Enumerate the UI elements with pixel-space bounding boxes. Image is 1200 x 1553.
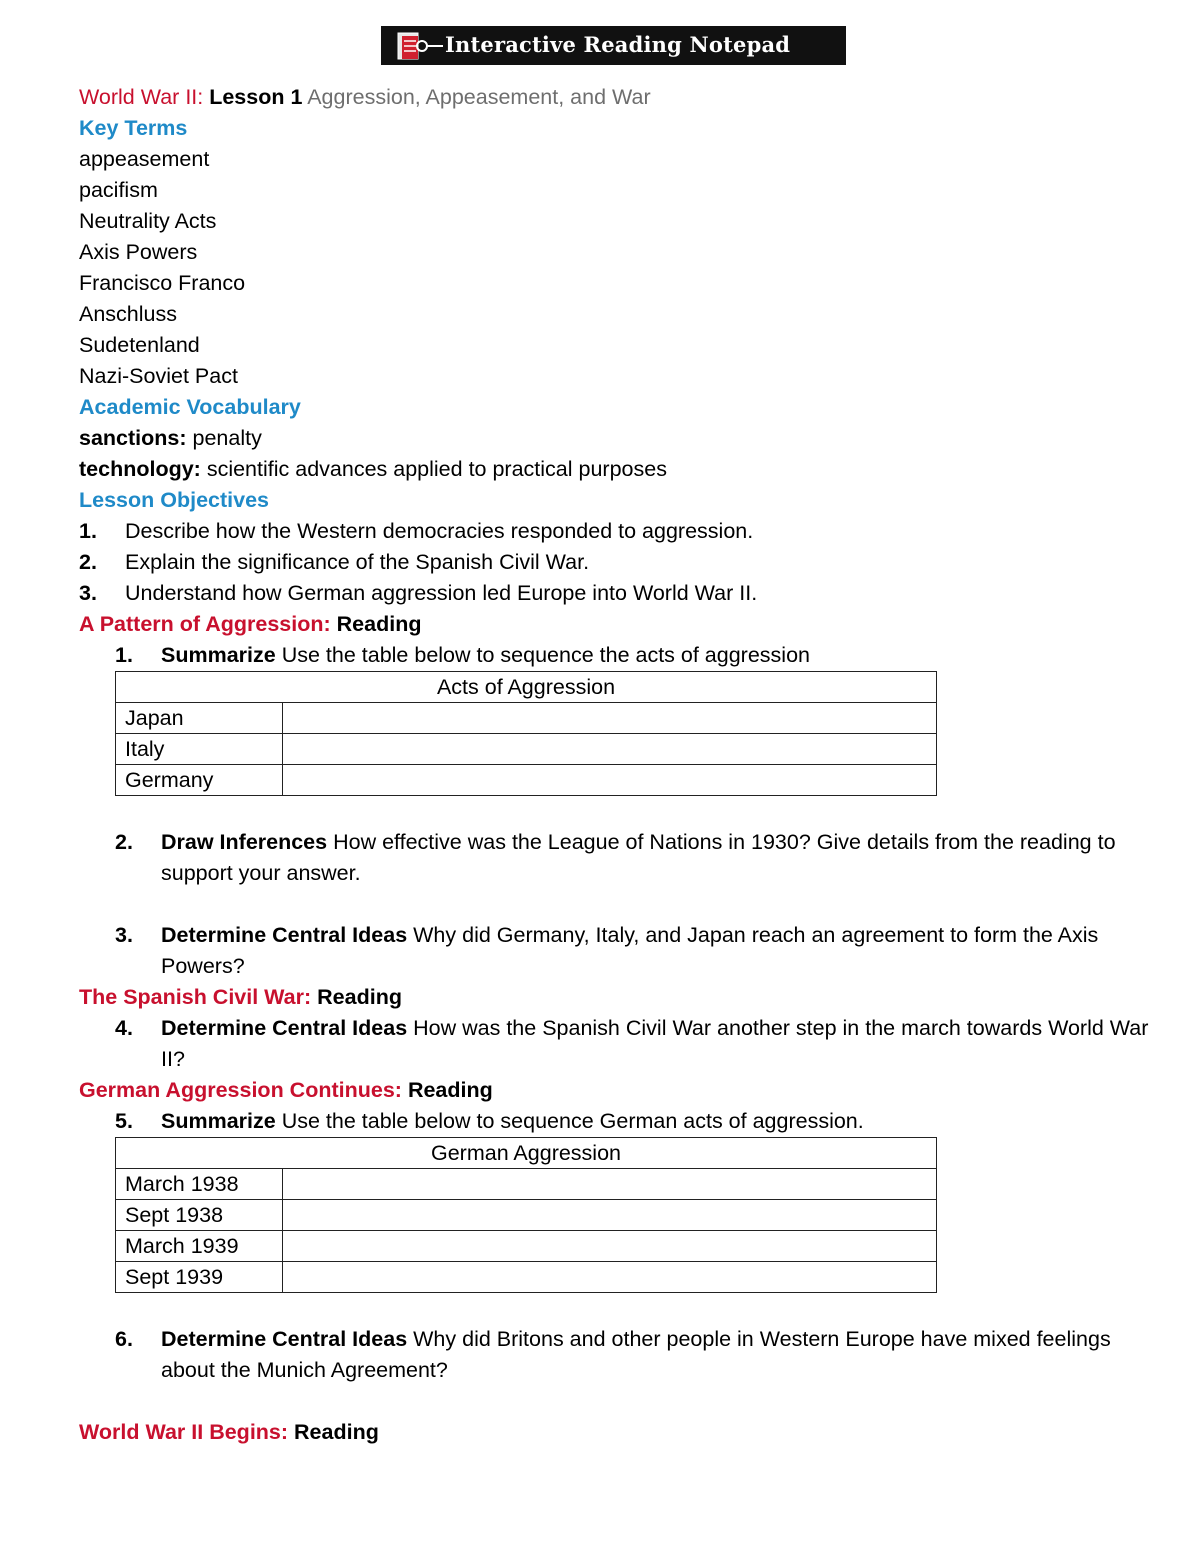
key-term: Francisco Franco [79,271,246,295]
question-number: 5. [115,1109,133,1133]
question-3 [79,920,1159,982]
section-heading-german [79,1075,1159,1106]
section-label: Reading [407,1078,493,1102]
question-5 [79,1106,1159,1137]
row-label: March 1939 [116,1231,283,1262]
key-term: pacifism [79,178,158,202]
acts-of-aggression-table [115,671,937,796]
row-label: March 1938 [116,1169,283,1200]
question-skill: Determine Central Ideas [161,1327,408,1351]
table-row [116,1169,937,1200]
question-number: 6. [115,1327,133,1351]
question-4 [79,1013,1159,1075]
section-heading-begins [79,1417,1159,1448]
vocab-definition: penalty [192,426,262,450]
key-term: Axis Powers [79,240,198,264]
section-label: Reading [336,612,422,636]
table-header: German Aggression [116,1138,937,1169]
section-label: Reading [294,1420,379,1444]
answer-cell[interactable] [283,765,937,796]
row-label: Sept 1938 [116,1200,283,1231]
vocab-definition: scientific advances applied to practical purposes [206,457,667,481]
objective-number: 1. [79,519,97,543]
table-row [116,703,937,734]
question-6 [79,1324,1159,1386]
notepad-icon [389,30,443,61]
lesson-objectives-heading: Lesson Objectives [79,488,269,512]
section-heading-pattern [79,609,1159,640]
question-number: 3. [115,923,133,947]
section-title: A Pattern of Aggression: [79,612,331,636]
section-title: German Aggression Continues: [79,1078,402,1102]
row-label: Sept 1939 [116,1262,283,1293]
table-row [116,765,937,796]
row-label: Italy [116,734,283,765]
objective-number: 3. [79,581,97,605]
question-skill: Determine Central Ideas [161,923,408,947]
vocab-item [79,423,1159,454]
academic-vocabulary-heading: Academic Vocabulary [79,395,301,419]
question-skill: Draw Inferences [161,830,328,854]
question-number: 4. [115,1016,133,1040]
lesson-label: Lesson 1 [209,85,303,109]
german-aggression-table [115,1137,937,1293]
objective-text: Understand how German aggression led Europe into World War II. [125,581,758,605]
answer-cell[interactable] [283,1200,937,1231]
objective-item [79,578,1159,609]
objective-text: Explain the significance of the Spanish Civil War. [125,550,590,574]
key-term: Nazi-Soviet Pact [79,364,238,388]
question-skill: Determine Central Ideas [161,1016,408,1040]
row-label: Japan [116,703,283,734]
question-text: How effective was the League of Nations in 1930? Give details from the reading to support your answer. [161,830,1116,885]
table-row [116,1200,937,1231]
answer-cell[interactable] [283,1262,937,1293]
table-row [116,734,937,765]
unit-label: World War II: [79,85,204,109]
section-label: Reading [317,985,402,1009]
key-term: Neutrality Acts [79,209,217,233]
answer-cell[interactable] [283,1169,937,1200]
section-heading-spanish [79,982,1159,1013]
vocab-term: sanctions: [79,426,187,450]
section-title: World War II Begins: [79,1420,289,1444]
key-term: appeasement [79,147,210,171]
lesson-title: Aggression, Appeasement, and War [307,85,651,109]
banner-title: Interactive Reading Notepad [445,32,791,57]
objective-item [79,516,1159,547]
question-skill: Summarize [161,643,276,667]
question-1 [79,640,1159,671]
question-text: Use the table below to sequence German acts of aggression. [281,1109,864,1133]
key-term: Sudetenland [79,333,200,357]
key-term: Anschluss [79,302,177,326]
question-text: How was the Spanish Civil War another step in the march towards World War II? [161,1016,1149,1071]
key-terms-heading: Key Terms [79,116,188,140]
objective-text: Describe how the Western democracies responded to aggression. [125,519,754,543]
objective-item [79,547,1159,578]
lesson-heading [79,82,1159,113]
question-number: 2. [115,830,133,854]
answer-cell[interactable] [283,734,937,765]
vocab-item [79,454,1159,485]
objective-number: 2. [79,550,97,574]
row-label: Germany [116,765,283,796]
section-title: The Spanish Civil War: [79,985,312,1009]
worksheet [79,82,1159,1448]
answer-cell[interactable] [283,1231,937,1262]
header-banner [381,26,846,65]
table-header: Acts of Aggression [116,672,937,703]
table-row [116,1231,937,1262]
vocab-term: technology: [79,457,201,481]
question-text: Why did Britons and other people in Western Europe have mixed feelings about the Munich Agreement? [161,1327,1111,1382]
question-text: Why did Germany, Italy, and Japan reach an agreement to form the Axis Powers? [161,923,1099,978]
question-text: Use the table below to sequence the acts of aggression [281,643,810,667]
question-2 [79,827,1159,889]
table-row [116,1262,937,1293]
question-number: 1. [115,643,133,667]
question-skill: Summarize [161,1109,276,1133]
answer-cell[interactable] [283,703,937,734]
